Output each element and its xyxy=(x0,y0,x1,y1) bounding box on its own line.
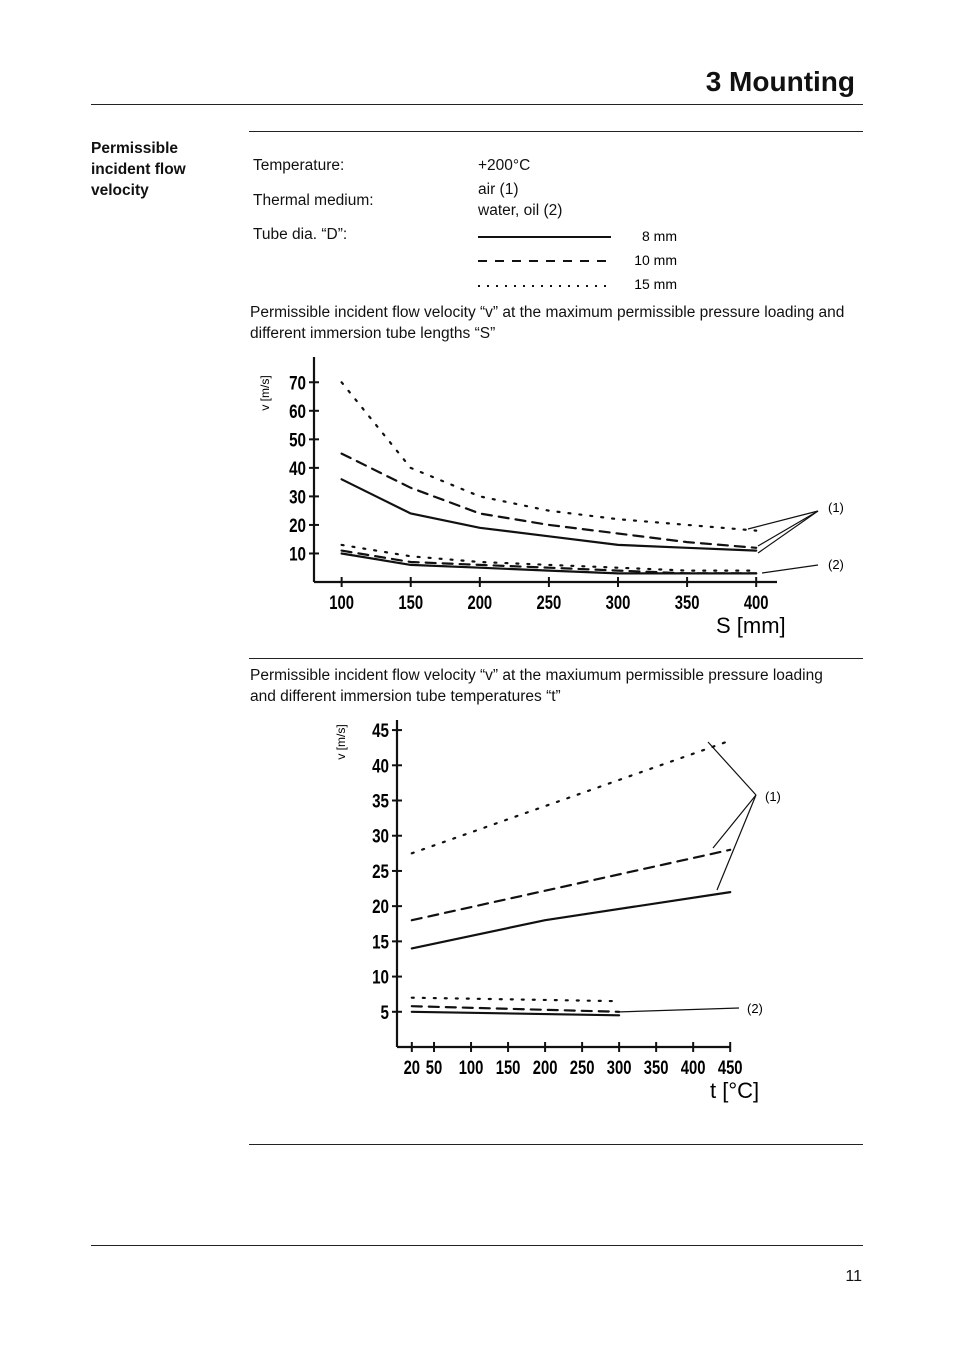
chart1-annotation-1: (1) xyxy=(828,500,844,515)
section-bottom-rule xyxy=(249,1144,863,1145)
x-tick-label: 20 xyxy=(403,1057,421,1079)
temperature-value: +200°C xyxy=(478,157,531,174)
legend-label-10mm: 10 mm xyxy=(634,252,677,268)
y-tick-label: 25 xyxy=(372,860,389,883)
y-tick-label: 40 xyxy=(372,754,389,777)
y-tick-label: 60 xyxy=(289,400,306,423)
x-tick-label: 100 xyxy=(329,592,354,614)
annotation-leader-line xyxy=(762,565,818,573)
chart1-y-axis-label: v [m/s] xyxy=(258,375,272,411)
x-tick-label: 250 xyxy=(569,1057,595,1079)
x-tick-label: 250 xyxy=(536,592,562,614)
series-line-dashed-group1 xyxy=(412,850,730,920)
y-tick-label: 15 xyxy=(372,930,389,953)
chart2-caption: Permissible incident flow velocity “v” at the maxiumum permissible pressure loading and different immersion tube temperatures “t” xyxy=(250,667,823,705)
legend-label-15mm: 15 mm xyxy=(634,276,677,292)
chart1-x-axis-label: S [mm] xyxy=(716,613,786,638)
series-line-dotted-group1 xyxy=(412,741,730,854)
x-tick-label: 450 xyxy=(717,1057,743,1079)
y-tick-label: 20 xyxy=(289,514,306,537)
x-tick-label: 50 xyxy=(425,1057,443,1079)
temperature-label: Temperature: xyxy=(253,157,345,174)
y-tick-label: 45 xyxy=(372,719,389,742)
series-line-dashed-group1 xyxy=(342,454,757,548)
x-tick-label: 150 xyxy=(495,1057,521,1079)
y-tick-label: 5 xyxy=(380,1001,389,1024)
chart2-annotation-1: (1) xyxy=(765,789,781,804)
chart2-y-axis-label: v [m/s] xyxy=(334,724,348,760)
y-tick-label: 10 xyxy=(289,542,306,565)
x-tick-label: 200 xyxy=(467,592,493,614)
x-tick-label: 350 xyxy=(674,592,700,614)
x-tick-label: 150 xyxy=(398,592,424,614)
x-tick-label: 300 xyxy=(606,1057,632,1079)
tube-dia-label: Tube dia. “D”: xyxy=(253,226,348,243)
series-line-solid-group2 xyxy=(412,1012,619,1016)
x-tick-label: 350 xyxy=(643,1057,669,1079)
section-side-heading: Permissible incident flow velocity xyxy=(91,140,186,199)
y-tick-label: 30 xyxy=(289,485,306,508)
annotation-leader-line xyxy=(758,511,818,546)
y-tick-label: 40 xyxy=(289,457,306,480)
medium-value-water-oil: water, oil (2) xyxy=(478,202,563,219)
y-tick-label: 50 xyxy=(289,428,306,451)
y-tick-label: 10 xyxy=(372,965,389,988)
chart-velocity-vs-temperature xyxy=(0,660,954,1120)
y-tick-label: 35 xyxy=(372,789,389,812)
chart2-x-axis-label: t [°C] xyxy=(710,1078,760,1103)
series-line-solid-group1 xyxy=(412,892,730,948)
x-tick-label: 100 xyxy=(458,1057,484,1079)
medium-label: Thermal medium: xyxy=(253,192,374,209)
y-tick-label: 30 xyxy=(372,825,389,848)
section-mid-rule xyxy=(249,658,863,659)
y-tick-label: 70 xyxy=(289,371,306,394)
x-tick-label: 300 xyxy=(605,592,631,614)
annotation-leader-line xyxy=(708,742,756,795)
annotation-leader-line xyxy=(748,511,818,529)
x-tick-label: 400 xyxy=(680,1057,706,1079)
annotation-leader-line xyxy=(717,795,756,890)
x-tick-label: 400 xyxy=(743,592,769,614)
annotation-leader-line xyxy=(758,511,818,553)
chart2-annotation-2: (2) xyxy=(747,1001,763,1016)
legend-label-8mm: 8 mm xyxy=(642,228,677,244)
annotation-leader-line xyxy=(713,795,756,848)
x-tick-label: 200 xyxy=(532,1057,558,1079)
y-tick-label: 20 xyxy=(372,895,389,918)
medium-value-air: air (1) xyxy=(478,181,519,198)
annotation-leader-line xyxy=(617,1008,739,1012)
page-number: 11 xyxy=(845,1268,862,1285)
series-line-solid-group1 xyxy=(342,479,757,550)
footer-rule xyxy=(91,1245,863,1246)
chart1-caption: Permissible incident flow velocity “v” at the maximum permissible pressure loading and different immersion tube lengths “S” xyxy=(250,304,845,342)
chart1-annotation-2: (2) xyxy=(828,557,844,572)
series-line-dashed-group2 xyxy=(412,1006,619,1012)
chapter-title: 3 Mounting xyxy=(705,66,855,97)
series-line-dotted-group1 xyxy=(342,382,757,530)
series-line-dotted-group2 xyxy=(412,998,619,1002)
chart-velocity-vs-length xyxy=(0,0,954,660)
